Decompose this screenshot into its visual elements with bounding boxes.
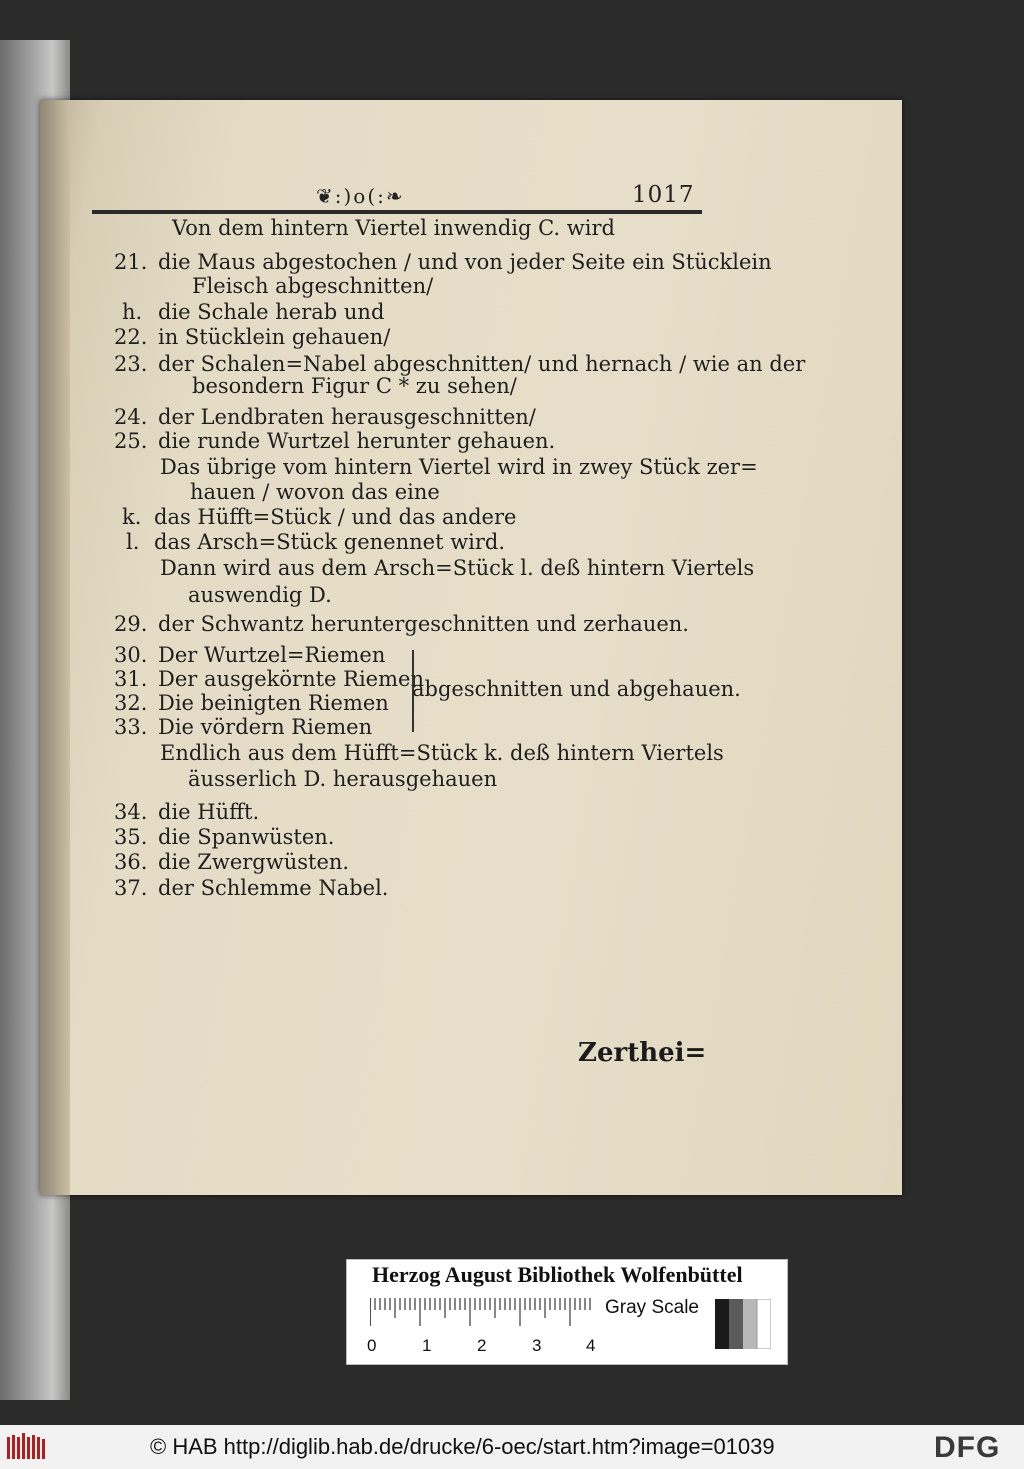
text-line: Von dem hintern Viertel inwendig C. wird [172,216,615,240]
text-line: äusserlich D. herausgehauen [188,767,498,791]
header-rule [92,210,702,214]
ruler-label: 0 [367,1336,377,1355]
item-number: 35. [114,825,148,849]
text-line: hauen / wovon das eine [190,480,440,504]
text-line: Die beinigten Riemen [158,691,389,715]
item-number: 33. [114,715,148,739]
text-line: Die vördern Riemen [158,715,373,739]
item-number: 32. [114,691,148,715]
copyright-link[interactable]: © HAB http://diglib.hab.de/drucke/6-oec/start.htm?image=01039 [150,1434,775,1459]
ruler-label: 2 [477,1336,487,1355]
item-number: 31. [114,667,148,691]
item-number: 29. [114,612,148,636]
text-line: der Schwantz heruntergeschnitten und zerhauen. [158,612,689,636]
text-line: in Stücklein gehauen/ [158,325,391,349]
ruler-label: 1 [422,1336,432,1355]
text-line: Dann wird aus dem Arsch=Stück l. deß hintern Viertels [160,556,755,580]
text-line: die Hüfft. [158,800,260,824]
item-number: k. [122,505,142,529]
text-line: Der Wurtzel=Riemen [158,643,386,667]
item-number: 34. [114,800,148,824]
item-number: 25. [114,429,148,453]
text-line: die runde Wurtzel herunter gehauen. [158,429,556,453]
text-line: der Lendbraten herausgeschnitten/ [158,405,536,429]
text-line: besondern Figur C * zu sehen/ [192,374,517,398]
item-number: l. [126,530,140,554]
item-number: 21. [114,250,148,274]
text-line: die Zwergwüsten. [158,850,350,874]
hab-logo-icon [6,1433,46,1461]
header-ornament: ❦:)o(:❧ [316,184,405,208]
library-name: Herzog August Bibliothek Wolfenbüttel [372,1262,743,1287]
item-number: 23. [114,352,148,376]
text-line: Endlich aus dem Hüfft=Stück k. deß hintern Viertels [160,741,724,765]
text-line: Das übrige vom hintern Viertel wird in zwey Stück zer= [160,455,758,479]
ruler-label: 4 [586,1336,596,1355]
bracketed-text: abgeschnitten und abgehauen. [412,677,741,701]
catchword: Zerthei= [578,1038,707,1068]
dfg-logo: DFG [934,1431,1001,1464]
item-number: 30. [114,643,148,667]
text-line: das Arsch=Stück genennet wird. [154,530,506,554]
item-number: 22. [114,325,148,349]
text-line: Der ausgekörnte Riemen [158,667,424,691]
measurement-ruler [370,1298,594,1326]
gray-scale-swatches [715,1299,771,1349]
text-line: das Hüfft=Stück / und das andere [154,505,517,529]
page-number: 1017 [632,182,695,208]
text-line: die Maus abgestochen / und von jeder Seite ein Stücklein [158,250,772,274]
item-number: h. [122,300,143,324]
ruler-label: 3 [532,1336,542,1355]
text-line: die Schale herab und [158,300,385,324]
text-line: der Schalen=Nabel abgeschnitten/ und hernach / wie an der [158,352,806,376]
text-line: die Spanwüsten. [158,825,335,849]
text-line: auswendig D. [188,583,332,607]
text-line: Fleisch abgeschnitten/ [192,274,434,298]
page-gutter-shadow [40,100,70,1195]
item-number: 36. [114,850,148,874]
text-line: der Schlemme Nabel. [158,876,389,900]
item-number: 24. [114,405,148,429]
gray-scale-label: Gray Scale [605,1297,699,1318]
item-number: 37. [114,876,148,900]
